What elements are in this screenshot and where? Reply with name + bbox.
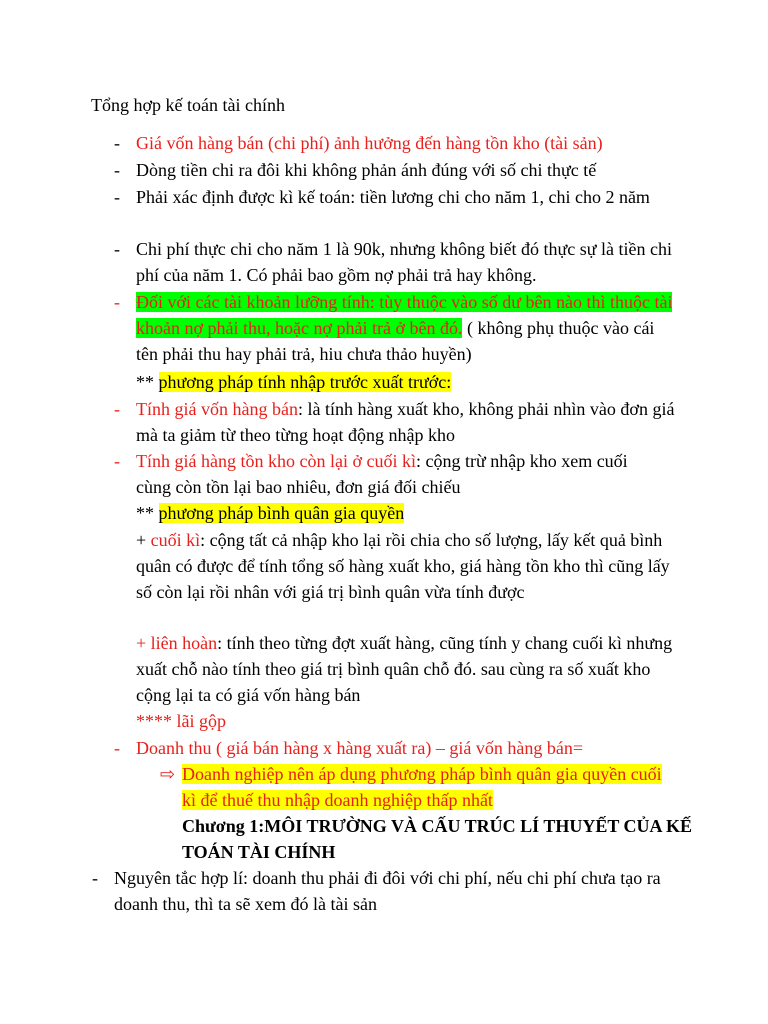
bullet-dash: -	[114, 451, 120, 471]
bullet-dash: -	[114, 133, 120, 153]
list-item	[114, 396, 681, 448]
sub-point-period-end: + cuối kì: cộng tất cả nhập kho lại rồi chia cho số lượng, lấy kết quả bình quân có được để tính tổng số hàng xuất kho, giá hàng tồn kho thì cũng lấy số còn lại rồi nhân với giá trị bình quân vừa tính được	[136, 530, 670, 602]
item-text: Dòng tiền chi ra đôi khi không phản ánh đúng với số chi thực tế	[136, 160, 597, 180]
item-text: : cộng trừ nhập kho xem cuối cùng còn tồn lại bao nhiêu, đơn giá đối chiếu	[136, 451, 628, 497]
list-item	[92, 865, 694, 917]
list-item	[114, 236, 681, 288]
bullet-dash: -	[114, 187, 120, 207]
bullet-dash: -	[114, 160, 120, 180]
item-text: Phải xác định được kì kế toán: tiền lương chi cho năm 1, chi cho 2 năm	[136, 187, 650, 207]
bullet-dash: -	[114, 399, 120, 419]
method-heading-fifo: ** phương pháp tính nhập trước xuất trước:	[136, 372, 452, 392]
sub-point-perpetual: + liên hoàn: tính theo từng đợt xuất hàng, cũng tính y chang cuối kì nhưng xuất chỗ nào tính theo giá trị bình quân chỗ đó. sau cùng ra số xuất kho cộng lại ta có giá vốn hàng bán	[136, 633, 673, 705]
bullet-dash: -	[114, 239, 120, 259]
item-term: + liên hoàn	[136, 633, 218, 653]
item-text: Nguyên tắc hợp lí: doanh thu phải đi đôi với chi phí, nếu chi phí chưa tạo ra doanh thu, thì ta sẽ xem đó là tài sản	[114, 868, 661, 914]
item-text: Giá vốn hàng bán (chi phí) ảnh hưởng đến hàng tồn kho (tài sản)	[136, 133, 603, 153]
gross-profit-heading: **** lãi gộp	[136, 711, 226, 731]
highlighted-text: phương pháp tính nhập trước xuất trước:	[158, 372, 452, 392]
item-text: Chi phí thực chi cho năm 1 là 90k, nhưng không biết đó thực sự là tiền chi phí của năm 1. Có phải bao gồm nợ phải trả hay không.	[136, 239, 672, 285]
item-text: : là tính hàng xuất kho, không phải nhìn vào đơn giá mà ta giảm từ theo từng hoạt động nhập kho	[136, 399, 675, 445]
conclusion-item	[160, 761, 680, 813]
highlighted-text: Đối với các tài khoản lưỡng tính: tùy thuộc vào số dư bên nào thì thuộc tài khoản nợ phải thu, hoặc nợ phải trả ở bên đó.	[136, 292, 673, 338]
document-title: Tổng hợp kế toán tài chính	[91, 95, 285, 115]
list-item	[114, 184, 676, 210]
bullet-dash: -	[114, 738, 120, 758]
item-term: Tính giá vốn hàng bán	[136, 399, 298, 419]
bullet-dash: -	[114, 292, 120, 312]
highlighted-text: Doanh nghiệp nên áp dụng phương pháp bình quân gia quyền cuối kì để thuế thu nhập doanh nghiệp thấp nhất	[182, 764, 662, 810]
list-item	[114, 289, 676, 367]
item-term: Tính giá hàng tồn kho còn lại ở cuối kì	[136, 451, 416, 471]
highlighted-text: phương pháp bình quân gia quyền	[158, 503, 405, 523]
bullet-dash: -	[92, 868, 98, 888]
item-text: ( không phụ thuộc vào cái tên phải thu hay phải trả, hiu chưa thảo huyền)	[136, 318, 655, 364]
list-item	[114, 130, 696, 156]
chapter-heading: Chương 1:MÔI TRƯỜNG VÀ CẤU TRÚC LÍ THUYẾT CỦA KẾ TOÁN TÀI CHÍNH	[182, 816, 693, 862]
item-text: Doanh thu ( giá bán hàng x hàng xuất ra) – giá vốn hàng bán=	[136, 738, 584, 758]
list-item	[114, 735, 696, 761]
method-heading-average: ** phương pháp bình quân gia quyền	[136, 503, 405, 523]
list-item	[114, 157, 696, 183]
arrow-right-icon: ⇨	[160, 764, 176, 784]
item-term: cuối kì	[150, 530, 201, 550]
list-item	[114, 448, 666, 500]
